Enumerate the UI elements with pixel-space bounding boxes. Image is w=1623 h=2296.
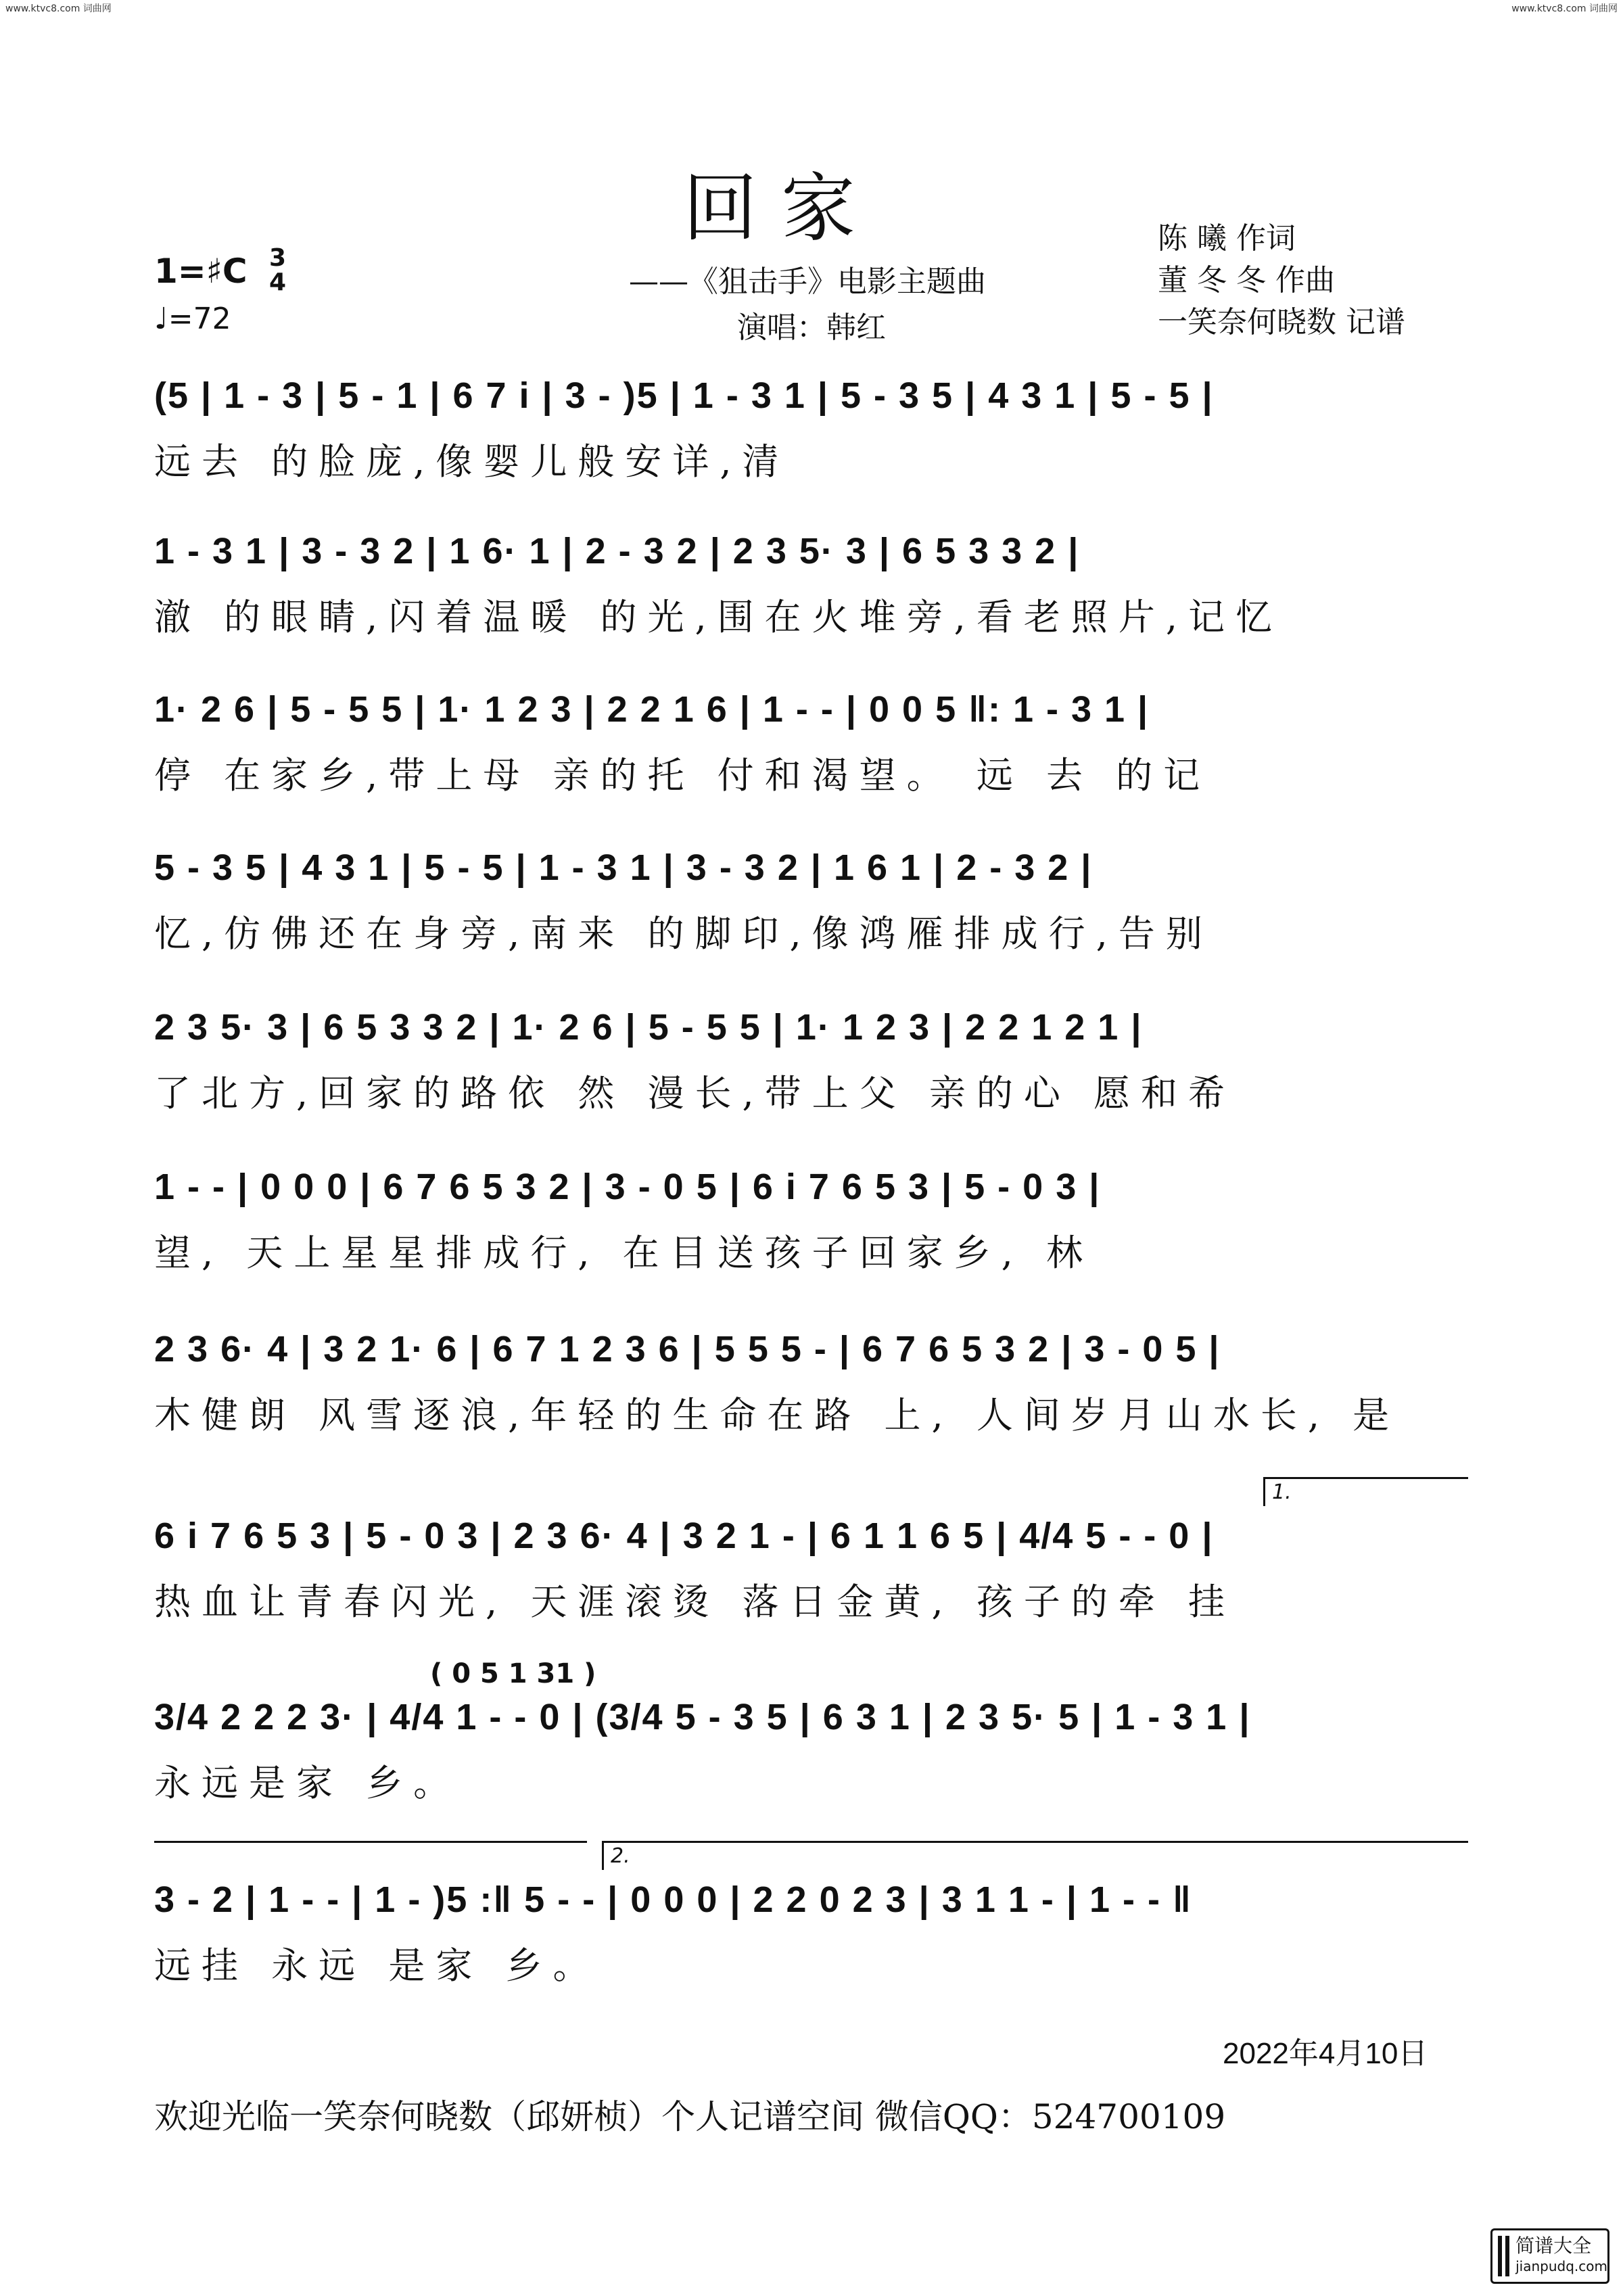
notes-line: (5 | 1 - 3 | 5 - 1 | 6 7 i | 3 - )5 | 1 - 3 1 | 5 - 3 5 | 4 3 1 | 5 - 5 |: [154, 375, 1214, 416]
lyrics-line: 远挂 永远 是家 乡。: [154, 1944, 601, 1987]
lyrics-line: 望, 天上星星排成行, 在目送孩子回家乡, 林: [154, 1232, 1093, 1274]
score-system-5: [154, 997, 1473, 1152]
logo-url: jianpudq.com: [1515, 2258, 1607, 2274]
singer: 演唱：韩红: [737, 310, 886, 345]
score-system-4: [154, 837, 1473, 993]
time-top: 3: [269, 244, 287, 272]
score-system-1: [154, 365, 1473, 521]
time-signature: [269, 246, 286, 295]
time-bottom: 4: [269, 268, 287, 296]
watermark-right: www.ktvc8.com 词曲网: [1511, 3, 1618, 14]
volta-first: [1263, 1477, 1468, 1506]
lyrics-line: 了北方,回家的路依 然 漫长,带上父 亲的心 愿和希: [154, 1072, 1236, 1115]
score-system-9: [154, 1687, 1473, 1842]
volta-second: [602, 1841, 1468, 1870]
lyricist: 陈 曦 作词: [1158, 221, 1296, 256]
score-system-2: [154, 521, 1473, 676]
date: 2022年4月10日: [1223, 2037, 1428, 2070]
notes-line: 1 - - | 0 0 0 | 6 7 6 5 3 2 | 3 - 0 5 | 6 i 7 6 5 3 | 5 - 0 3 |: [154, 1167, 1101, 1207]
aux-notes: ( 0 5 1 31 ): [430, 1658, 596, 1689]
lyrics-line: 忆,仿佛还在身旁,南来 的脚印,像鸿雁排成行,告别: [154, 912, 1213, 955]
piano-keys-icon: [1498, 2236, 1510, 2276]
lyrics-line: 热血让青春闪光, 天涯滚烫 落日金黄, 孩子的牵 挂: [154, 1580, 1236, 1623]
notes-line: 1· 2 6 | 5 - 5 5 | 1· 1 2 3 | 2 2 1 6 | 1 - - | 0 0 5 ‖: 1 - 3 1 |: [154, 689, 1150, 730]
notes-line: 3/4 2 2 2 3· | 4/4 1 - - 0 | (3/4 5 - 3 5 | 6 3 1 | 2 3 5· 5 | 1 - 3 1 |: [154, 1697, 1251, 1737]
notes-line: 1 - 3 1 | 3 - 3 2 | 1 6· 1 | 2 - 3 2 | 2 3 5· 3 | 6 5 3 3 2 |: [154, 531, 1080, 571]
score-system-8: [154, 1505, 1473, 1661]
logo-name: 简谱大全: [1515, 2234, 1592, 2257]
score-system-10: [154, 1869, 1473, 2025]
divider-rule: [154, 1841, 587, 1843]
lyrics-line: 远去 的脸庞,像婴儿般安详,清: [154, 440, 790, 483]
notes-line: 5 - 3 5 | 4 3 1 | 5 - 5 | 1 - 3 1 | 3 - 3 2 | 1 6 1 | 2 - 3 2 |: [154, 847, 1093, 888]
lyrics-line: 木健朗 风雪逐浪,年轻的生命在路 上, 人间岁月山水长, 是: [154, 1394, 1401, 1436]
notes-line: 2 3 6· 4 | 3 2 1· 6 | 6 7 1 2 3 6 | 5 5 5 - | 6 7 6 5 3 2 | 3 - 0 5 |: [154, 1329, 1221, 1369]
welcome-line: 欢迎光临一笑奈何晓数（邱妍桢）个人记谱空间 微信QQ：524700109: [154, 2097, 1226, 2136]
volta-first-label: 1.: [1272, 1480, 1292, 1504]
song-title: 回 家: [683, 165, 855, 252]
notes-line: 2 3 5· 3 | 6 5 3 3 2 | 1· 2 6 | 5 - 5 5 | 1· 1 2 3 | 2 2 1 2 1 |: [154, 1007, 1143, 1048]
lyrics-line: 停 在家乡,带上母 亲的托 付和渴望。 远 去 的记: [154, 754, 1211, 797]
lyrics-line: 澈 的眼睛,闪着温暖 的光,围在火堆旁,看老照片,记忆: [154, 596, 1283, 638]
score-system-6: [154, 1156, 1473, 1312]
composer: 董 冬 冬 作曲: [1158, 263, 1335, 298]
tempo: ♩=72: [154, 302, 231, 336]
notes-line: 6 i 7 6 5 3 | 5 - 0 3 | 2 3 6· 4 | 3 2 1 - | 6 1 1 6 5 | 4/4 5 - - 0 |: [154, 1516, 1214, 1556]
transcriber: 一笑奈何晓数 记谱: [1158, 305, 1405, 339]
score-system-3: [154, 679, 1473, 835]
key-signature: 1=♯C: [154, 252, 248, 291]
notes-line: 3 - 2 | 1 - - | 1 - )5 :‖ 5 - - | 0 0 0 | 2 2 0 2 3 | 3 1 1 - | 1 - - ‖: [154, 1879, 1192, 1920]
watermark-left: www.ktvc8.com 词曲网: [5, 3, 112, 14]
site-logo: [1490, 2228, 1609, 2284]
score-system-7: [154, 1319, 1473, 1474]
lyrics-line: 永远是家 乡。: [154, 1762, 461, 1804]
volta-second-label: 2.: [611, 1844, 630, 1868]
subtitle: ——《狙击手》电影主题曲: [629, 264, 986, 299]
